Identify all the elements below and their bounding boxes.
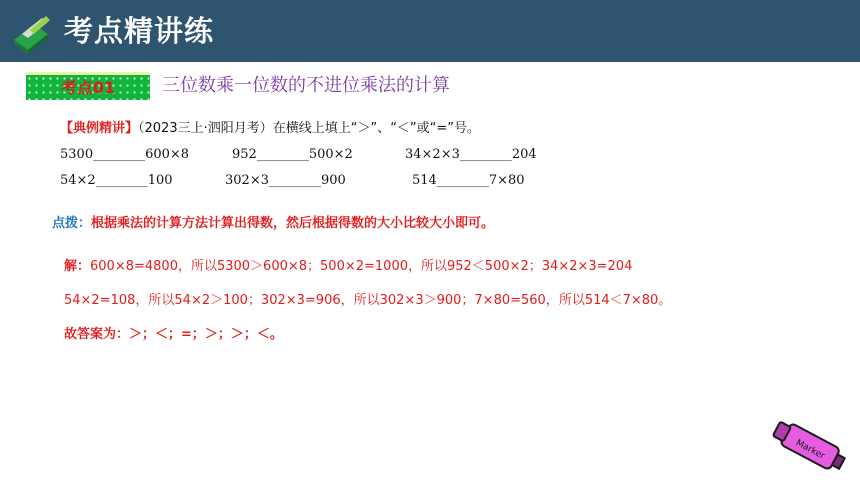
example-row2-item2: 302×3________900 [225, 173, 346, 188]
solution-line-1 [64, 258, 632, 276]
pencil-eraser-icon [8, 10, 54, 56]
kaodian-title: 三位数乘一位数的不进位乘法的计算 [162, 75, 450, 96]
solution-answer: 故答案为：＞；＜；=；＞；＞；＜。 [64, 327, 283, 342]
solution-line-2: 54×2=108，所以54×2＞100；302×3=906，所以302×3＞900；7×80=560，所以514＜7×80。 [64, 293, 672, 308]
hint-line [52, 215, 494, 233]
kaodian-badge: 考点01 [26, 72, 150, 100]
marker-text: Marker [794, 438, 827, 462]
example-question-text: （2023三上·泗阳月考）在横线上填上“＞”、“＜”或“=”号。 [138, 121, 481, 136]
example-question [60, 120, 480, 138]
example-row1-item3: 34×2×3________204 [405, 147, 537, 162]
hint-label: 点拨： [52, 216, 92, 231]
solution-label: 解： [64, 259, 91, 274]
header-bar [0, 0, 860, 62]
marker-pen-icon [768, 415, 854, 479]
example-row2-item3: 514________7×80 [412, 173, 525, 188]
example-row2-item1: 54×2________100 [60, 173, 173, 188]
page-title: 考点精讲练 [64, 14, 215, 48]
example-row1-item1: 5300________600×8 [60, 147, 190, 162]
example-tag: 【典例精讲】 [60, 121, 139, 136]
example-row1-item2: 952________500×2 [232, 147, 353, 162]
solution-text-1: 600×8=4800，所以5300＞600×8；500×2=1000，所以952＜500×2；34×2×3=204 [90, 259, 633, 274]
hint-text: 根据乘法的计算方法计算出得数，然后根据得数的大小比较大小即可。 [91, 216, 495, 231]
